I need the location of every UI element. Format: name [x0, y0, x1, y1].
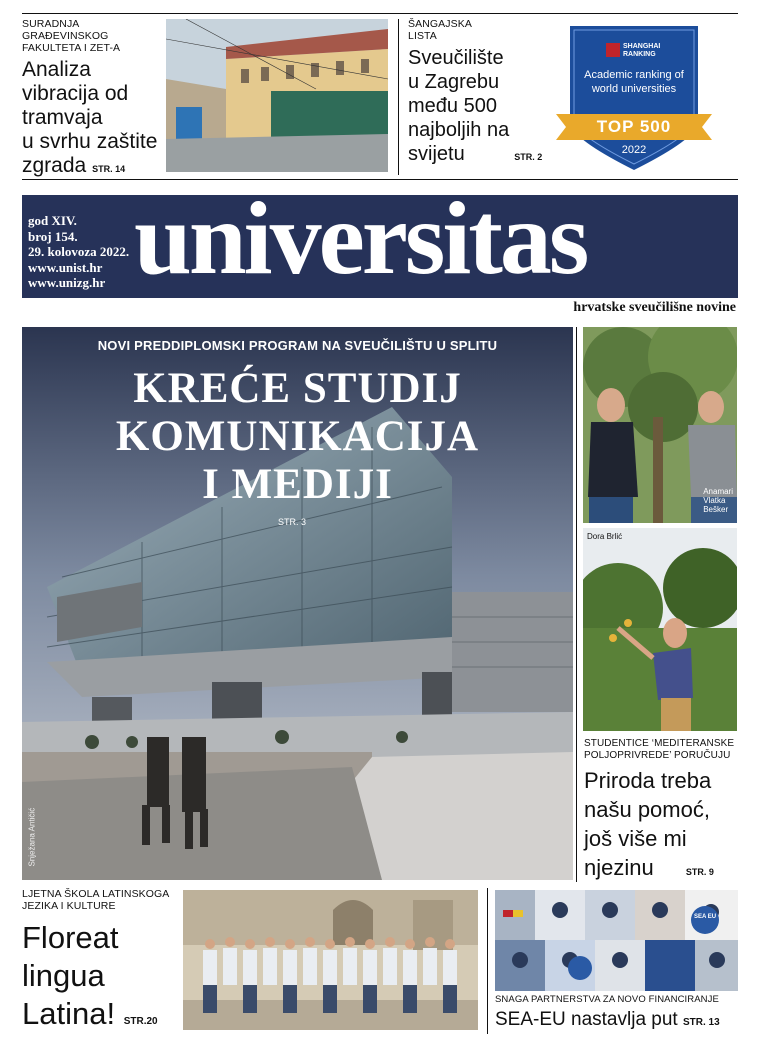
headline-line: lingua	[22, 958, 105, 993]
tram-street-photo[interactable]	[166, 19, 388, 172]
lead-photo-credit: Snježana Antičić	[27, 807, 37, 867]
bottom-left-kicker	[22, 888, 180, 912]
top-left-headline	[22, 58, 162, 181]
headline-line: našu pomoć,	[584, 797, 710, 822]
headline-line: zgrada STR. 14	[22, 154, 126, 177]
lead-title-line: I MEDIJI	[202, 461, 393, 508]
lead-title-line: KOMUNIKACIJA	[115, 413, 480, 460]
top-right-headline	[408, 46, 558, 169]
top-right-kicker	[408, 18, 558, 42]
kicker-line: JEZIKA I KULTURE	[22, 900, 116, 912]
bottom-left-headline	[22, 919, 180, 1041]
side-story-text[interactable]	[584, 738, 738, 884]
headline-line: Latina! STR.20	[22, 996, 158, 1031]
top-right-story[interactable]	[408, 18, 558, 176]
side-headline	[584, 766, 738, 887]
badge-ribbon: TOP 500	[596, 117, 672, 136]
headline-line: Floreat	[22, 920, 119, 955]
headline-line: Sveučilište	[408, 47, 504, 69]
side-kicker	[584, 738, 738, 762]
headline-line: svijetu STR. 2	[408, 143, 543, 165]
page-ref: STR. 9	[685, 867, 714, 877]
credit-line: Bešker	[703, 505, 729, 514]
kicker-line: LISTA	[408, 30, 437, 42]
headline-line: najboljih na	[408, 119, 510, 141]
badge-text-line: Academic ranking of	[584, 69, 684, 81]
issue-number: broj 154.	[28, 228, 78, 244]
photo2-credit: Dora Brlić	[587, 532, 623, 541]
top-left-kicker: SURADNJA GRAĐEVINSKOG FAKULTETA I ZET-A	[22, 18, 121, 54]
lead-title-line: KREĆE STUDIJ	[133, 365, 462, 412]
page-ref: STR.20	[123, 1016, 158, 1027]
credit-line: Vlatka	[703, 496, 726, 505]
lead-building-photo[interactable]	[22, 327, 573, 880]
kicker-line: POLJOPRIVREDE’ PORUČUJU	[584, 750, 731, 761]
page-ref: STR. 14	[92, 164, 126, 174]
badge-org-line: RANKING	[623, 50, 656, 58]
badge-text	[570, 68, 698, 96]
headline-line: u svrhu zaštite	[22, 130, 158, 153]
column-divider	[576, 327, 577, 882]
website-link[interactable]: www.unizg.hr	[28, 275, 106, 290]
masthead-bar	[22, 181, 738, 298]
badge-year: 2022	[621, 144, 647, 156]
bottom-right-story[interactable]	[495, 994, 738, 1034]
headline-line: njezinu STR. 9	[584, 855, 714, 880]
badge-org-line: SHANGHAI	[623, 43, 661, 50]
shanghai-ranking-badge	[556, 20, 712, 174]
headline-line: u Zagrebu	[408, 71, 500, 93]
headline-line: još više mi	[584, 826, 687, 851]
kicker-line: ŠANGAJSKA	[408, 18, 472, 30]
top-rule	[22, 13, 738, 14]
website-link[interactable]: www.unist.hr	[28, 259, 103, 275]
photo1-credit	[703, 487, 733, 514]
latin-school-group-photo[interactable]	[183, 890, 478, 1030]
issue-volume: god XIV.	[28, 213, 77, 228]
headline-line: Priroda treba	[584, 768, 712, 793]
column-divider	[398, 19, 399, 175]
badge-org	[623, 43, 660, 58]
kicker-line: LJETNA ŠKOLA LATINSKOGA	[22, 888, 170, 900]
page-ref: STR. 13	[682, 1017, 720, 1028]
headline-line: tramvaja	[22, 106, 103, 129]
bottom-left-story[interactable]	[22, 888, 180, 1038]
issue-date: 29. kolovoza 2022.	[28, 244, 130, 259]
badge-text-line: world universities	[591, 83, 677, 95]
bottom-right-headline: SEA-EU nastavlja put STR. 13	[495, 1009, 720, 1030]
issue-info	[28, 213, 129, 291]
section-rule	[22, 179, 738, 180]
lead-title	[22, 365, 573, 509]
student-lemon-tree-photo[interactable]	[583, 528, 737, 731]
bottom-right-kicker: SNAGA PARTNERSTVA ZA NOVO FINANCIRANJE	[495, 994, 719, 1005]
headline-line: vibracija od	[22, 82, 129, 105]
headline-line: među 500	[408, 95, 497, 117]
sea-eu-collage-photo[interactable]	[495, 890, 738, 991]
students-tree-photo[interactable]	[583, 327, 737, 523]
headline-line: Analiza	[22, 58, 91, 81]
masthead-subtitle: hrvatske sveučilišne novine	[573, 300, 736, 315]
credit-line: Anamari	[703, 487, 733, 496]
lead-kicker: NOVI PREDDIPLOMSKI PROGRAM NA SVEUČILIŠTU U SPLITU	[97, 338, 498, 353]
page-ref: STR. 2	[514, 152, 543, 162]
column-divider	[487, 888, 488, 1034]
top-left-story[interactable]	[22, 18, 162, 176]
masthead-title: universitas	[134, 181, 587, 296]
kicker-line: STUDENTICE ‘MEDITERANSKE	[584, 738, 735, 749]
lead-page-ref: STR. 3	[278, 517, 307, 527]
sea-eu-logo: SEA EU	[693, 914, 717, 920]
